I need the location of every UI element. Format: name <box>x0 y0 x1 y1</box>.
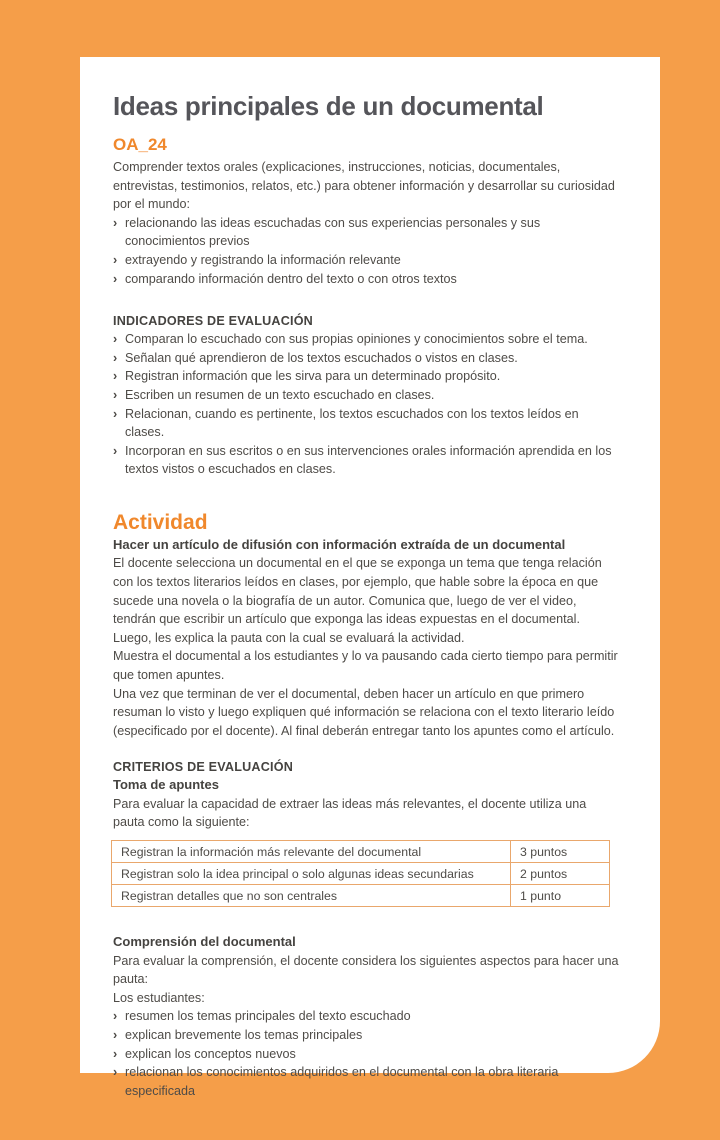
bullet-text: relacionando las ideas escuchadas con sus experiencias personales y sus conocimientos previos <box>125 215 541 249</box>
chevron-bullet-icon: › <box>113 1009 118 1024</box>
points-cell: 1 punto <box>511 885 610 907</box>
bullet-text: Comparan lo escuchado con sus propias opiniones y conocimientos sobre el tema. <box>125 332 588 347</box>
bullet-item <box>113 251 620 270</box>
chevron-bullet-icon: › <box>113 443 118 458</box>
comprension-intro: Para evaluar la comprensión, el docente considera los siguientes aspectos para hacer una pauta: <box>113 953 619 987</box>
bullet-text: comparando información dentro del texto o con otros textos <box>125 271 457 286</box>
bullet-item <box>113 1026 620 1045</box>
chevron-bullet-icon: › <box>113 406 118 421</box>
table-row <box>112 885 610 907</box>
bullet-item <box>113 367 620 386</box>
comprension-subheading: Comprensión del documental <box>113 934 296 950</box>
chevron-bullet-icon: › <box>113 215 118 230</box>
chevron-bullet-icon: › <box>113 252 118 267</box>
actividad-subtitle: Hacer un artículo de difusión con información extraída de un documental <box>113 536 566 552</box>
chevron-bullet-icon: › <box>113 332 118 347</box>
indicadores-bullet-list <box>113 330 620 479</box>
bullet-text: explican brevemente los temas principales <box>125 1027 363 1042</box>
bullet-item <box>113 349 620 368</box>
bullet-item <box>113 1007 620 1026</box>
points-cell: 2 puntos <box>511 863 610 885</box>
bullet-text: Incorporan en sus escritos o en sus intervenciones orales información aprendida en los textos vistos o escuchados en clases. <box>125 443 612 477</box>
content-card <box>80 57 660 1098</box>
bullet-text: Señalan qué aprendieron de los textos escuchados o vistos en clases. <box>125 350 518 365</box>
chevron-bullet-icon: › <box>113 1065 118 1080</box>
bullet-item <box>113 1063 620 1100</box>
actividad-paragraph: Muestra el documental a los estudiantes y lo va pausando cada cierto tiempo para permitir que tomen apuntes. <box>113 649 618 682</box>
bullet-text: explican los conceptos nuevos <box>125 1046 296 1061</box>
bullet-item <box>113 442 620 479</box>
criterios-intro: Para evaluar la capacidad de extraer las ideas más relevantes, el docente utiliza una pauta como la siguiente: <box>113 796 587 830</box>
actividad-paragraph: El docente selecciona un documental en el que se exponga un tema que tenga relación con los textos literarios leídos en clases, por ejemplo, que hable sobre la época en que sucede una novela o la biografía de un autor. Comunica que, luego de ver el video, tendrán que escribir un artículo que exponga las ideas expuestas en el documental. Luego, les explica la pauta con la cual se evaluará la actividad. <box>113 556 602 645</box>
actividad-heading: Actividad <box>113 510 208 534</box>
oa24-intro: Comprender textos orales (explicaciones, instrucciones, noticias, documentales, entrevistas, testimonios, relatos, etc.) para obtener información y desarrollar su curiosidad por el mundo: <box>113 160 615 212</box>
chevron-bullet-icon: › <box>113 1027 118 1042</box>
chevron-bullet-icon: › <box>113 387 118 402</box>
bullet-text: relacionan los conocimientos adquiridos en el documental con la obra literaria especificada <box>125 1065 559 1098</box>
bullet-text: Relacionan, cuando es pertinente, los textos escuchados con los textos leídos en clases. <box>125 406 579 440</box>
bullet-item <box>113 386 620 405</box>
bullet-item <box>113 214 620 251</box>
chevron-bullet-icon: › <box>113 271 118 286</box>
indicadores-heading: INDICADORES DE EVALUACIÓN <box>113 314 313 329</box>
page-title: Ideas principales de un documental <box>113 91 544 121</box>
rubric-table <box>111 840 610 907</box>
oa24-bullet-list <box>113 214 620 288</box>
comprension-lead: Los estudiantes: <box>113 990 205 1005</box>
table-row <box>112 863 610 885</box>
bullet-text: extrayendo y registrando la información relevante <box>125 252 401 267</box>
bullet-item <box>113 270 620 289</box>
points-cell: 3 puntos <box>511 841 610 863</box>
comprension-bullet-list <box>113 1007 620 1100</box>
bullet-text: Escriben un resumen de un texto escuchado en clases. <box>125 387 435 402</box>
table-row <box>112 841 610 863</box>
chevron-bullet-icon: › <box>113 350 118 365</box>
bullet-item <box>113 405 620 442</box>
criterion-cell: Registran solo la idea principal o solo algunas ideas secundarias <box>112 863 511 885</box>
chevron-bullet-icon: › <box>113 369 118 384</box>
bullet-item <box>113 1045 620 1064</box>
criterios-subheading: Toma de apuntes <box>113 777 219 793</box>
criterion-cell: Registran la información más relevante del documental <box>112 841 511 863</box>
bullet-text: Registran información que les sirva para un determinado propósito. <box>125 369 501 384</box>
oa24-heading: OA_24 <box>113 135 167 154</box>
criterion-cell: Registran detalles que no son centrales <box>112 885 511 907</box>
bullet-text: resumen los temas principales del texto escuchado <box>125 1009 411 1024</box>
actividad-paragraph: Una vez que terminan de ver el documental, deben hacer un artículo en que primero resuman lo visto y luego expliquen qué información se relaciona con el texto literario leído (especificado por el docente). Al final deberán entregar tanto los apuntes como el artículo. <box>113 686 615 738</box>
criterios-heading: CRITERIOS DE EVALUACIÓN <box>113 760 293 775</box>
bullet-item <box>113 330 620 349</box>
chevron-bullet-icon: › <box>113 1046 118 1061</box>
